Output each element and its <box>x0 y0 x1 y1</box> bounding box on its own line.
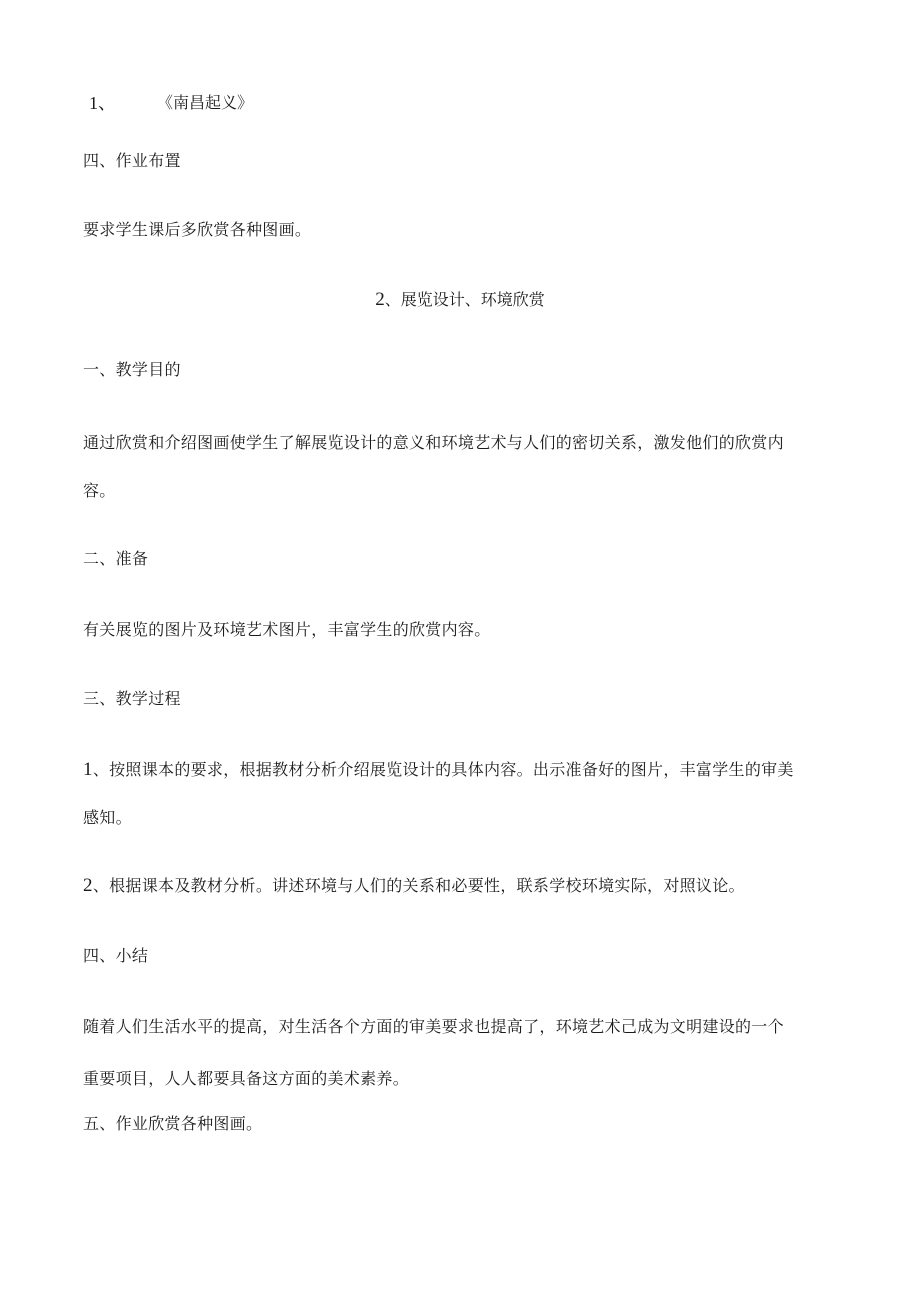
lesson-title-number: 2 <box>375 289 385 310</box>
prep-text: 有关展览的图片及环境艺术图片，丰富学生的欣赏内容。 <box>83 620 491 639</box>
homework-2-text: 五、作业欣赏各种图画。 <box>83 1114 263 1133</box>
step-2-line <box>83 876 745 896</box>
step-1-number: 1 <box>83 759 93 780</box>
summary-heading: 四、小结 <box>83 946 149 965</box>
summary-line-2: 重要项目，人人都要具备这方面的美术素养。 <box>83 1069 410 1088</box>
list-item-marker: 1、 <box>89 93 116 113</box>
step-2-text: 、根据课本及教材分析。讲述环境与人们的关系和必要性，联系学校环境实际，对照议论。 <box>92 876 745 895</box>
step-1-text: 、按照课本的要求，根据教材分析介绍展览设计的具体内容。出示准备好的图片，丰富学生的审美 <box>92 760 794 779</box>
prep-heading: 二、准备 <box>83 549 149 568</box>
step-2-number: 2 <box>83 875 93 896</box>
lesson-title <box>0 289 920 311</box>
goal-text-line-2: 容。 <box>83 481 116 500</box>
process-heading: 三、教学过程 <box>83 689 181 708</box>
summary-line-1: 随着人们生活水平的提高，对生活各个方面的审美要求也提高了，环境艺术己成为文明建设的一个 <box>83 1017 784 1036</box>
goal-heading: 一、教学目的 <box>83 360 181 379</box>
goal-text-line-1: 通过欣赏和介绍图画使学生了解展览设计的意义和环境艺术与人们的密切关系，激发他们的欣赏内 <box>83 433 784 452</box>
homework-heading: 四、作业布置 <box>83 151 181 170</box>
lesson-title-text: 、展览设计、环境欣赏 <box>384 290 545 309</box>
step-1-line-1 <box>83 760 794 780</box>
homework-text: 要求学生课后多欣赏各种图画。 <box>83 220 312 239</box>
list-item-title: 《南昌起义》 <box>157 93 254 112</box>
step-1-line-2: 感知。 <box>83 808 132 827</box>
